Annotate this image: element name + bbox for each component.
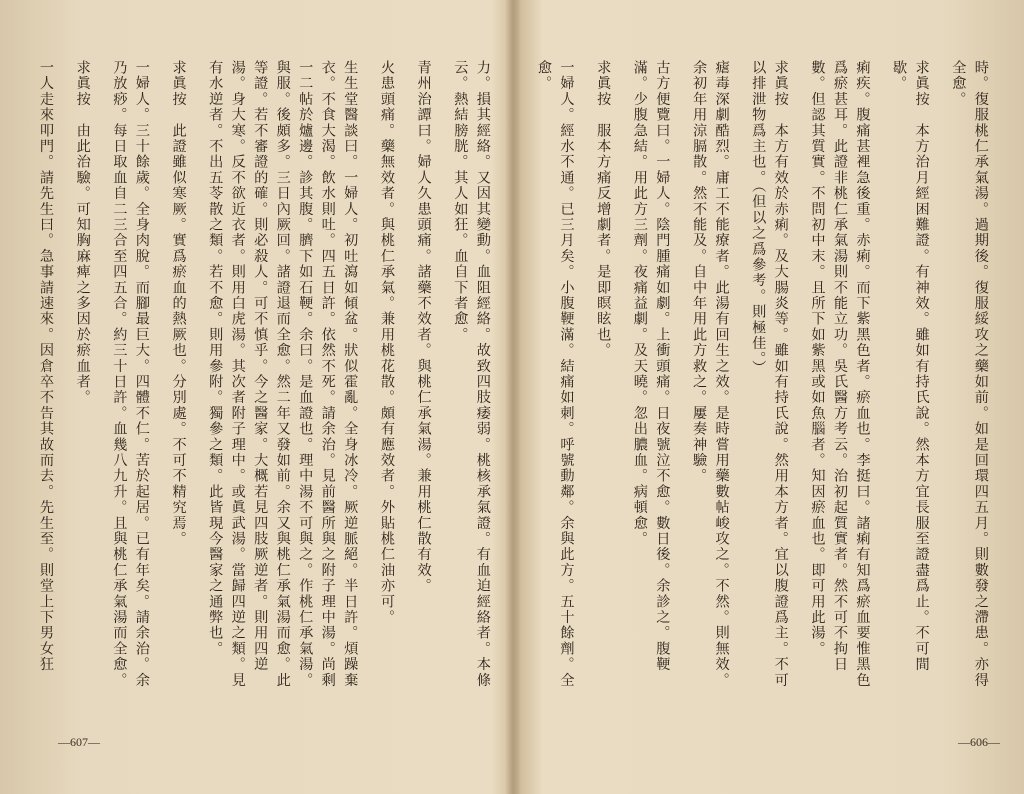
paragraph: 痢疾。腹痛甚裡急後重。赤痢。而下紫黑色者。瘀血也。李挺曰。諸痢有知爲瘀血要惟黑色爲瘀甚耳。此證非桃仁承氣湯則不能立功。吳氏醫方考云。治初起質實者。然不可不拘日數。但認其質實。不問初中末。且所下如紫黑或如魚腦者。知因瘀血也。即可用此湯。 xyxy=(809,60,871,688)
paragraph: 瘧毒深劇酷烈。庸工不能療者。此湯有回生之效。是時嘗用藥數帖峻攻之。不然。則無效。余初年用涼膈散。然不能及。自中年用此方救之。屢奏神驗。 xyxy=(691,60,730,688)
right-page xyxy=(536,40,1006,749)
paragraph: 青州治譚曰。婦人久患頭痛。諸藥不效者。與桃仁承氣湯。兼用桃仁散有效。 xyxy=(415,60,432,594)
paragraph: 力。損其經絡。又因其變動。血阻經絡。故致四肢痿弱。桃核承氣證。有血迫經絡者。本條云。熱結膀胱。其人如狂。血自下者愈。 xyxy=(452,60,491,688)
page-number-left: —607— xyxy=(58,735,100,749)
paragraph: 求眞按 由此治驗。可知胸麻痺之多因於瘀血者。 xyxy=(74,60,91,406)
paragraph: 求眞按 服本方痛反增劇者。是即瞑眩也。 xyxy=(595,60,612,359)
book-gutter xyxy=(505,0,521,794)
right-page-text xyxy=(536,60,1006,700)
left-page xyxy=(38,40,508,749)
paragraph: 一婦人。三十餘歲。全身肉脫。而腳最巨大。四體不仁。苦於起居。已有年矣。請余治。余乃放痧。每日取血自二三合至四五合。約三十日許。血幾八九升。且與桃仁承氣湯而全愈。 xyxy=(111,60,150,688)
page-number-right: —606— xyxy=(958,735,1000,749)
paragraph: 求眞按 本方有效於赤痢。及大腸炎等。雖如有持氏說。然用本方者。宜以腹證爲主。不可以排泄物爲主也。（但以之爲參考。則極佳。） xyxy=(750,60,789,688)
paragraph: 火患頭痛。藥無效者。與桃仁承氣。兼用桃花散。頗有應效者。外貼桃仁油亦可。 xyxy=(378,60,395,626)
paragraph: 時。復服桃仁承氣湯。過期後。復服綏攻之藥如前。如是回環四五月。則數發之滯患。亦得全愈。 xyxy=(950,60,989,688)
paragraph: 求眞按 本方治月經困難證。有神效。雖如有持氏說。然本方宜長服至證盡爲止。不可間歇。 xyxy=(891,60,930,673)
left-page-text xyxy=(38,60,508,700)
paragraph: 求眞按 此證雖似寒厥。實爲瘀血的熱厥也。分別處。不可不精究焉。 xyxy=(170,60,187,547)
paragraph: 一人走來叩門。請先生曰。急事請速來。因倉卒不告其故而去。先生至。則堂上下男女狂 xyxy=(38,60,54,673)
paragraph: 一婦人。經水不通。已三月矣。小腹鞕滿。結痛如刺。呼號動鄰。余與此方。五十餘劑。全愈。 xyxy=(536,60,575,688)
paragraph: 生生堂醫談曰。一婦人。初吐瀉如傾盆。狀似霍亂。全身冰冷。厥逆脈絕。半日許。煩躁棄衣。不食大渴。飲水則吐。四五日許。依然不死。請余治。見前醫所與之附子理中湯。尚剩一二帖於爐邊。診其腹。臍下如石鞕。余曰。是血證也。理中湯不可與之。作桃仁承氣湯。與服。後頗多。三日內厥回。諸證退而全愈。然二年又發如前。余又與桃仁承氣湯而愈。此等證。若不審證的確。則必殺人。可不慎乎。今之醫家。大概若見四肢厥逆者。則用四逆湯。身大寒。反不欲近衣者。則用白虎湯。其次者附子理中。或眞武湯。當歸四逆之類。見有水逆者。不出五苓散之類。若不愈。則用參附。獨參之類。此皆現今醫家之通弊也。 xyxy=(207,60,359,688)
paragraph: 古方便覽曰。一婦人。陰門腫痛如劇。上衝頭痛。日夜號泣不愈。數日後。余診之。腹鞕滿。少腹急結。用此方三劑。夜痛益劇。及天曉。忽出膿血。病頓愈。 xyxy=(631,60,671,673)
